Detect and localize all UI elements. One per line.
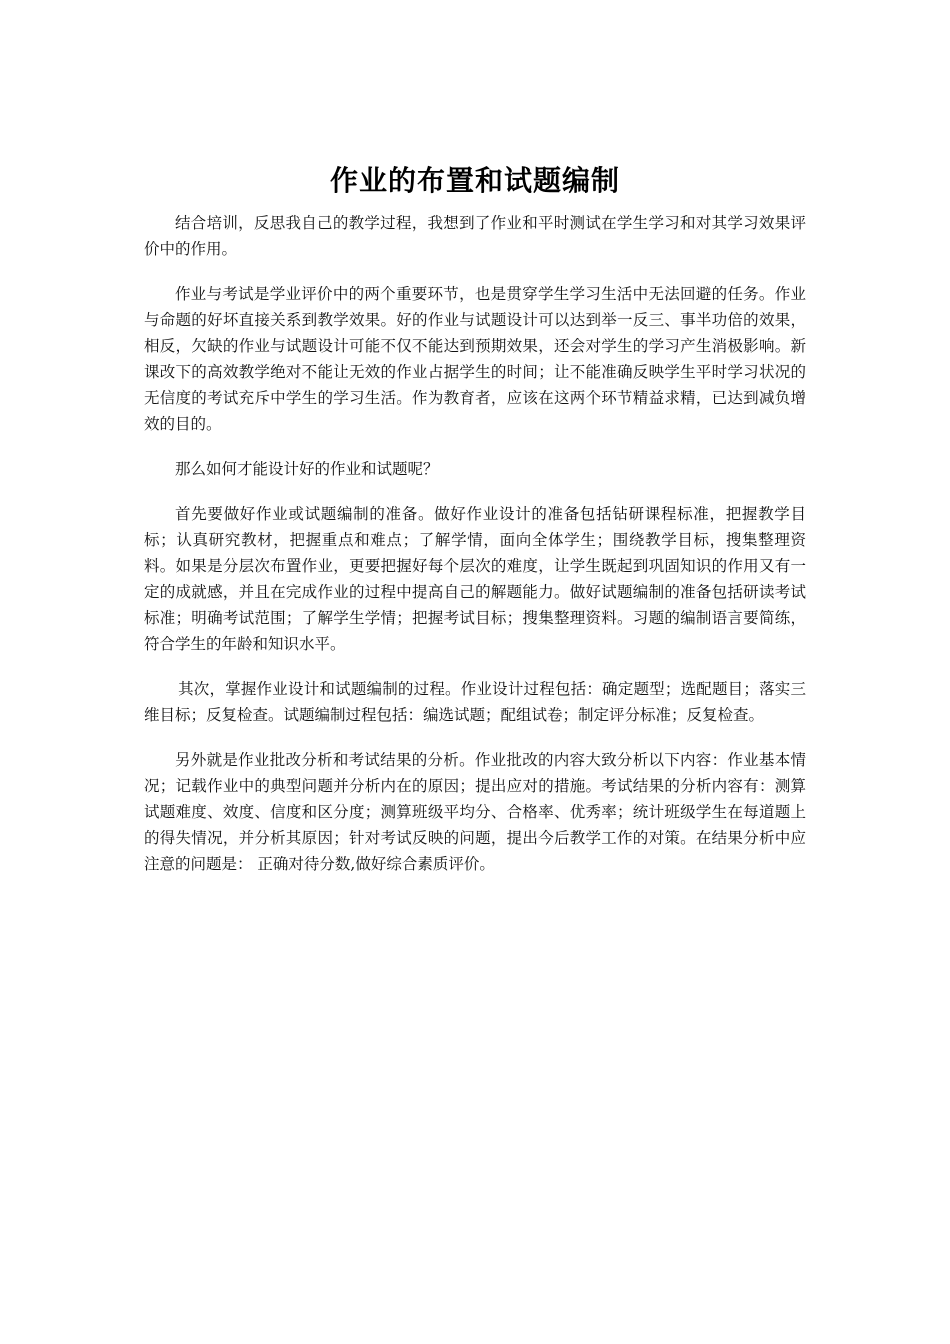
paragraph-analysis: 另外就是作业批改分析和考试结果的分析。作业批改的内容大致分析以下内容：作业基本情况；记载作业中的典型问题并分析内在的原因；提出应对的措施。考试结果的分析内容有：测算试题难度、效度、信度和区分度；测算班级平均分、合格率、优秀率；统计班级学生在每道题上的得失情况，并分析其原因；针对考试反映的问题，提出今后教学工作的对策。在结果分析中应注意的问题是： 正确对待分数,做好综合素质评价。 (144, 751, 806, 873)
paragraph-process: 其次，掌握作业设计和试题编制的过程。作业设计过程包括：确定题型；选配题目；落实三维目标；反复检查。试题编制过程包括：编选试题；配组试卷；制定评分标准；反复检查。 (144, 680, 806, 724)
paragraph-importance: 作业与考试是学业评价中的两个重要环节，也是贯穿学生学习生活中无法回避的任务。作业与命题的好坏直接关系到教学效果。好的作业与试题设计可以达到举一反三、事半功倍的效果，相反，欠缺的作业与试题设计可能不仅不能达到预期效果，还会对学生的学习产生消极影响。新课改下的高效教学绝对不能让无效的作业占据学生的时间；让不能准确反映学生平时学习状况的无信度的考试充斥中学生的学习生活。作为教育者，应该在这两个环节精益求精，已达到减负增效的目的。 (144, 285, 806, 433)
document-title: 作业的布置和试题编制 (329, 164, 620, 197)
document-page (144, 160, 806, 896)
paragraph-intro: 结合培训，反思我自己的教学过程，我想到了作业和平时测试在学生学习和对其学习效果评价中的作用。 (144, 214, 806, 258)
paragraph-question: 那么如何才能设计好的作业和试题呢？ (175, 460, 439, 478)
paragraph-preparation: 首先要做好作业或试题编制的准备。做好作业设计的准备包括钻研课程标准，把握教学目标；认真研究教材，把握重点和难点；了解学情，面向全体学生；围绕教学目标，搜集整理资料。如果是分层次布置作业，更要把握好每个层次的难度，让学生既起到巩固知识的作用又有一定的成就感，并且在完成作业的过程中提高自己的解题能力。做好试题编制的准备包括研读考试标准；明确考试范围；了解学生学情；把握考试目标；搜集整理资料。习题的编制语言要简练，符合学生的年龄和知识水平。 (144, 505, 806, 653)
